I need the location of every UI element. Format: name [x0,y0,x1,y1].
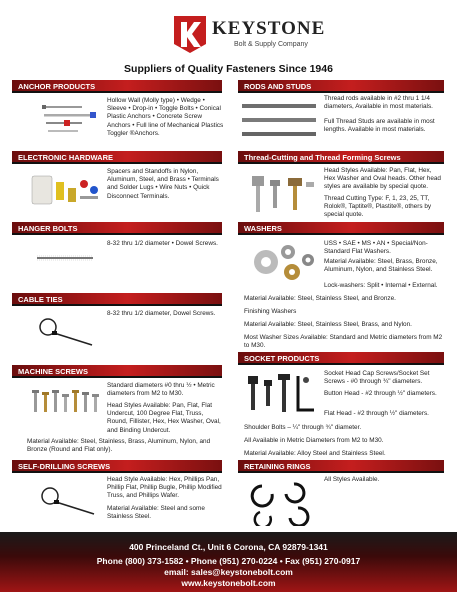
socket-text-shoulder-bolts: Shoulder Bolts – ¼" through ¾" diameter. [244,424,362,431]
socket-text-metric: All Available in Metric Diameters from M2 to M30. [244,437,384,444]
rods-text-studs: Full Thread Studs are available in most lengths. Available in most materials. [324,118,435,134]
washers-text-material: Material Available: Steel, Brass, Bronze, Aluminum, Nylon, and Stainless Steel. [324,258,438,274]
footer-website[interactable]: www.keystonebolt.com [181,578,276,588]
anchor-products-text: Hollow Wall (Molly type) • Wedge • Sleeve • Drop-in • Toggle Bolts • Conical Plastic Anchors • Concrete Screw Anchors • Full line of Mechanical Plastics Toggler ®Anchors. [107,97,224,137]
retaining-rings-text: All Styles Available. [324,476,380,483]
thread-cutting-header: Thread-Cutting and Thread Forming Screws [238,151,444,164]
washers-header: WASHERS [238,222,444,235]
self-drilling-text-material: Material Available: Steel and some Stainless Steel. [107,505,205,521]
retaining-rings-header: RETAINING RINGS [238,460,444,473]
electronic-hardware-header: ELECTRONIC HARDWARE [12,151,222,164]
anchor-products-image [40,100,100,136]
rods-text-threaded: Thread rods available in #2 thru 1 1/4 diameters, Available in most materials. [324,95,433,111]
thread-cutting-screws-image [248,172,316,218]
logo-name: KEYSTONE [212,18,326,39]
washers-text-lock: Lock-washers: Split • Internal • External. [324,282,438,289]
hanger-bolts-text: 8-32 thru 1/2 diameter • Dowel Screws. [107,240,218,247]
thread-cutting-text-types: Thread Cutting Type: F, 1, 23, 25, TT, Rolok®, Taptite®, Plastite®, others by special quote. [324,195,432,219]
washers-text-finishing-material: Material Available: Steel, Stainless Steel, Brass, and Nylon. [244,321,412,328]
machine-screws-text-diameters: Standard diameters #0 thru ½ • Metric diameters from M2 to M30. [107,382,215,398]
footer [0,532,457,592]
self-drilling-screws-header: SELF-DRILLING SCREWS [12,460,222,473]
thread-cutting-text-heads: Head Styles Available: Pan, Flat, Hex, Hex Washer and Oval heads. Other head styles are available by special quote. [324,167,441,191]
retaining-rings-image [246,478,320,526]
washers-text-lock-material: Material Available: Steel, Stainless Steel, and Bronze. [244,295,396,302]
threaded-rods-image [240,96,318,142]
cable-tie-image [36,315,96,349]
company-logo [172,14,326,58]
socket-products-header: SOCKET PRODUCTS [238,352,444,365]
anchor-products-header: ANCHOR PRODUCTS [12,80,222,93]
machine-screws-image [30,386,102,416]
hanger-bolt-image [35,252,95,264]
socket-text-material: Material Available: Alloy Steel and Stainless Steel. [244,450,386,457]
socket-text-cap-screws: Socket Head Cap Screws/Socket Set Screws - #0 through ¾" diameters. [324,370,430,386]
footer-address: 400 Princeland Ct., Unit 6 Corona, CA 92879-1341 [129,542,328,552]
socket-text-button-head: Button Head - #2 through ½" diameters. [324,390,437,397]
cable-ties-header: CABLE TIES [12,293,222,306]
socket-products-image [244,370,318,420]
machine-screws-text-heads: Head Styles Available: Pan, Flat, Flat Undercut, 100 Degree Flat, Truss, Round, Fillister, Hex, Hex Washer, Oval, and Binding Undercut. [107,402,221,434]
washers-text-types: USS • SAE • MS • AN • Special/Non-Standard Flat Washers. [324,240,428,256]
washers-text-sizes: Most Washer Sizes Available: Standard and Metric diameters from M2 to M30. [244,334,443,350]
footer-phones: Phone (800) 373-1582 • Phone (951) 270-0224 • Fax (951) 270-0917 [96,556,361,566]
footer-email[interactable]: email: sales@keystonebolt.com [164,567,293,577]
electronic-hardware-image [30,168,102,208]
logo-subtitle: Bolt & Supply Company [234,41,308,48]
socket-text-flat-head: Flat Head - #2 through ½" diameters. [324,410,429,417]
rods-and-studs-header: RODS AND STUDS [238,80,444,93]
self-drilling-screw-image [38,484,98,518]
tagline: Suppliers of Quality Fasteners Since 1946 [124,63,333,75]
electronic-hardware-text: Spacers and Standoffs in Nylon, Aluminum, Steel, and Brass • Terminals and Solder Lugs • Wire Nuts • Quick Disconnect Terminals. [107,168,219,200]
washers-text-finishing: Finishing Washers [244,308,297,315]
cable-ties-text: 8-32 thru 1/2 diameter, Dowel Screws. [107,310,216,317]
keystone-k-logo-icon [172,14,208,54]
machine-screws-header: MACHINE SCREWS [12,365,222,378]
hanger-bolts-header: HANGER BOLTS [12,222,222,235]
machine-screws-text-material: Material Available: Steel, Stainless, Brass, Aluminum, Nylon, and Bronze (Round and Flat only). [27,438,211,454]
washers-image [248,240,318,286]
self-drilling-text-heads: Head Style Available: Hex, Phillips Pan, Phillip Flat, Phillip Bugle, Phillip Modified Truss, and Phillips Wafer. [107,476,222,500]
